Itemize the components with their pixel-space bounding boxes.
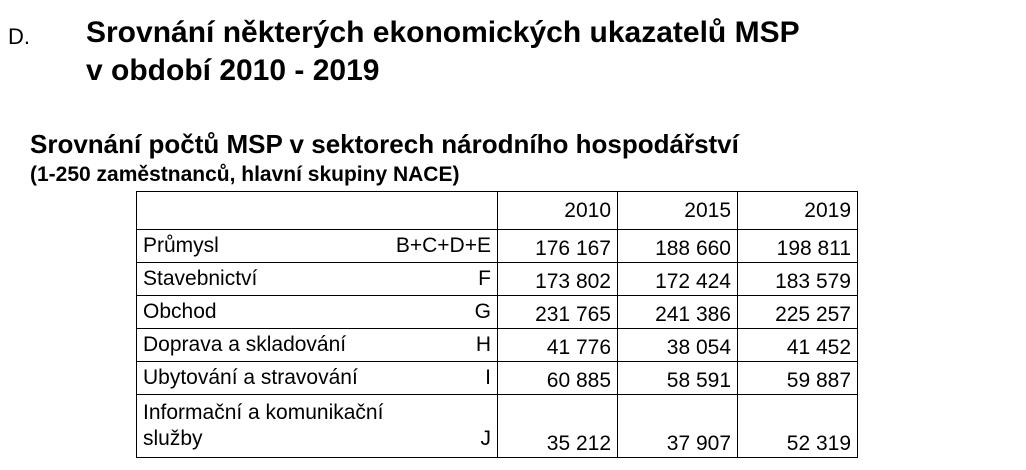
sector-name: Průmysl bbox=[143, 234, 219, 257]
value-cell: 173 802 bbox=[498, 263, 618, 296]
value-cell: 188 660 bbox=[618, 230, 738, 263]
value-cell: 52 319 bbox=[738, 395, 858, 458]
sector-name: Stavebnictví bbox=[143, 267, 258, 290]
sector-cell bbox=[137, 263, 498, 296]
value-cell: 58 591 bbox=[618, 362, 738, 395]
value-cell: 59 887 bbox=[738, 362, 858, 395]
value-cell: 225 257 bbox=[738, 296, 858, 329]
value-cell: 41 452 bbox=[738, 329, 858, 362]
sector-cell bbox=[137, 329, 498, 362]
nace-code: G bbox=[474, 300, 491, 323]
table-title: Srovnání počtů MSP v sektorech národního hospodářství bbox=[30, 129, 739, 159]
table-row bbox=[137, 395, 858, 458]
value-cell: 41 776 bbox=[498, 329, 618, 362]
value-cell: 38 054 bbox=[618, 329, 738, 362]
value-cell: 183 579 bbox=[738, 263, 858, 296]
value-cell: 37 907 bbox=[618, 395, 738, 458]
section-letter: D. bbox=[8, 24, 30, 49]
msp-table bbox=[136, 191, 858, 458]
title-line-1: Srovnání některých ekonomických ukazatelů MSP bbox=[86, 16, 800, 49]
sector-name: Obchod bbox=[143, 300, 217, 323]
year-header: 2010 bbox=[498, 192, 618, 230]
sector-name-line-2: služby bbox=[143, 427, 203, 450]
table-row bbox=[137, 263, 858, 296]
title-line-2: v období 2010 - 2019 bbox=[86, 54, 380, 87]
table-header-row bbox=[137, 192, 858, 230]
value-cell: 231 765 bbox=[498, 296, 618, 329]
table-row bbox=[137, 296, 858, 329]
sector-cell bbox=[137, 362, 498, 395]
sector-cell bbox=[137, 230, 498, 263]
value-cell: 35 212 bbox=[498, 395, 618, 458]
nace-code: H bbox=[475, 333, 491, 356]
nace-code: I bbox=[485, 366, 491, 389]
sector-name-line-1: Informační a komunikační bbox=[143, 401, 384, 424]
table-subtitle: (1-250 zaměstnanců, hlavní skupiny NACE) bbox=[30, 163, 460, 186]
sector-cell bbox=[137, 296, 498, 329]
sector-cell bbox=[137, 395, 498, 458]
value-cell: 172 424 bbox=[618, 263, 738, 296]
sector-name: Doprava a skladování bbox=[143, 333, 347, 356]
nace-code: F bbox=[478, 267, 491, 290]
value-cell: 176 167 bbox=[498, 230, 618, 263]
year-header: 2019 bbox=[738, 192, 858, 230]
table-row bbox=[137, 329, 858, 362]
table-row bbox=[137, 362, 858, 395]
value-cell: 241 386 bbox=[618, 296, 738, 329]
nace-code: J bbox=[480, 427, 491, 450]
year-header: 2015 bbox=[618, 192, 738, 230]
header-empty-cell bbox=[137, 192, 498, 230]
table-row bbox=[137, 230, 858, 263]
sector-name: Ubytování a stravování bbox=[143, 366, 358, 389]
nace-code: B+C+D+E bbox=[395, 234, 491, 257]
page-title bbox=[86, 14, 800, 90]
value-cell: 198 811 bbox=[738, 230, 858, 263]
value-cell: 60 885 bbox=[498, 362, 618, 395]
